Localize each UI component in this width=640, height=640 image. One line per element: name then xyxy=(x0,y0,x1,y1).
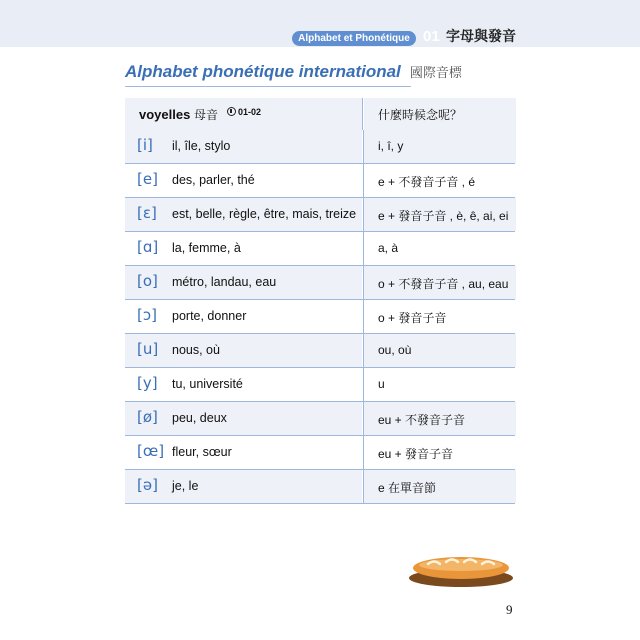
example-words: est, belle, règle, être, mais, treize xyxy=(172,207,357,221)
column-title-zh: 母音 xyxy=(193,108,218,122)
phonetic-symbol: [y] xyxy=(137,374,158,392)
example-words: des, parler, thé xyxy=(172,173,255,187)
phonetic-symbol: [œ] xyxy=(137,442,165,460)
table-row xyxy=(125,402,515,436)
table-row xyxy=(125,300,515,334)
spelling-cell xyxy=(363,232,516,265)
spelling-rule: e + 發音子音 , è, ê, ai, ei xyxy=(378,209,509,223)
phonetic-symbol: [ɔ] xyxy=(137,306,157,324)
chapter-title: 字母與發音 xyxy=(446,29,516,45)
table-row xyxy=(125,368,515,402)
spelling-cell xyxy=(363,266,516,299)
phonetic-symbol: [o] xyxy=(137,272,158,290)
page-number: 9 xyxy=(506,602,513,617)
spelling-cell xyxy=(363,198,516,231)
baguette-illustration xyxy=(408,550,514,588)
phonetic-symbol: [ø] xyxy=(137,408,158,426)
spelling-cell xyxy=(363,130,516,163)
table-row xyxy=(125,130,515,164)
spelling-cell xyxy=(363,470,516,503)
header-cell-when xyxy=(363,98,516,130)
example-words: je, le xyxy=(172,479,199,493)
phonetic-symbol: [ə] xyxy=(137,476,158,494)
phonetic-symbol: [i] xyxy=(137,136,153,154)
spelling-rule: e + 不發音子音 , é xyxy=(378,175,476,189)
spelling-rule: ou, où xyxy=(378,343,412,357)
vowel-cell xyxy=(125,198,362,231)
phonetic-symbol: [ɛ] xyxy=(137,204,157,222)
spelling-cell xyxy=(363,164,516,197)
vowel-cell xyxy=(125,334,362,367)
example-words: tu, université xyxy=(172,377,243,391)
section-title-fr: Alphabet phonétique international xyxy=(125,62,401,81)
spelling-cell xyxy=(363,368,516,401)
table-row xyxy=(125,198,515,232)
header-cell-vowels xyxy=(125,98,362,130)
phonetic-symbol: [e] xyxy=(137,170,158,188)
chapter-number: 01 xyxy=(423,28,440,45)
spelling-rule: e 在單音節 xyxy=(378,481,437,495)
spelling-cell xyxy=(363,402,516,435)
vowel-cell xyxy=(125,402,362,435)
spelling-rule: u xyxy=(378,377,385,391)
spelling-rule: a, à xyxy=(378,241,399,255)
table-header-row xyxy=(125,98,515,130)
example-words: nous, où xyxy=(172,343,220,357)
column-title-fr: voyelles xyxy=(139,107,191,122)
vowel-cell xyxy=(125,130,362,163)
section-title-zh: 國際音標 xyxy=(409,66,462,81)
example-words: la, femme, à xyxy=(172,241,241,255)
spelling-cell xyxy=(363,436,516,469)
vowel-cell xyxy=(125,232,362,265)
spelling-rule: i, î, y xyxy=(378,139,404,153)
vowel-cell xyxy=(125,164,362,197)
table-row xyxy=(125,266,515,300)
phonetic-symbol: [ɑ] xyxy=(137,238,159,256)
vowel-cell xyxy=(125,470,362,503)
heading-underline xyxy=(125,86,411,87)
audio-disc-icon xyxy=(227,107,236,116)
example-words: métro, landau, eau xyxy=(172,275,277,289)
spelling-rule: o + 發音子音 xyxy=(378,311,447,325)
vowel-cell xyxy=(125,436,362,469)
spelling-rule: eu + 不發音子音 xyxy=(378,413,466,427)
spelling-cell xyxy=(363,334,516,367)
example-words: porte, donner xyxy=(172,309,247,323)
phonetic-symbol: [u] xyxy=(137,340,159,358)
section-heading xyxy=(125,62,462,82)
audio-track-number: 01-02 xyxy=(238,107,262,117)
example-words: peu, deux xyxy=(172,411,227,425)
example-words: fleur, sœur xyxy=(172,445,232,459)
chapter-badge: Alphabet et Phonétique xyxy=(292,31,416,46)
vowel-cell xyxy=(125,300,362,333)
vowel-cell xyxy=(125,266,362,299)
table-row xyxy=(125,164,515,198)
table-row xyxy=(125,232,515,266)
audio-track-label[interactable] xyxy=(227,107,261,117)
table-row xyxy=(125,334,515,368)
example-words: il, île, stylo xyxy=(172,139,231,153)
spelling-rule: eu + 發音子音 xyxy=(378,447,454,461)
table-row xyxy=(125,470,515,504)
vowel-table xyxy=(125,98,515,504)
vowel-cell xyxy=(125,368,362,401)
spelling-rule: o + 不發音子音 , au, eau xyxy=(378,277,509,291)
column-title-when: 什麼時候念呢？ xyxy=(378,108,463,122)
spelling-cell xyxy=(363,300,516,333)
table-row xyxy=(125,436,515,470)
column-title-vowels xyxy=(139,106,218,123)
